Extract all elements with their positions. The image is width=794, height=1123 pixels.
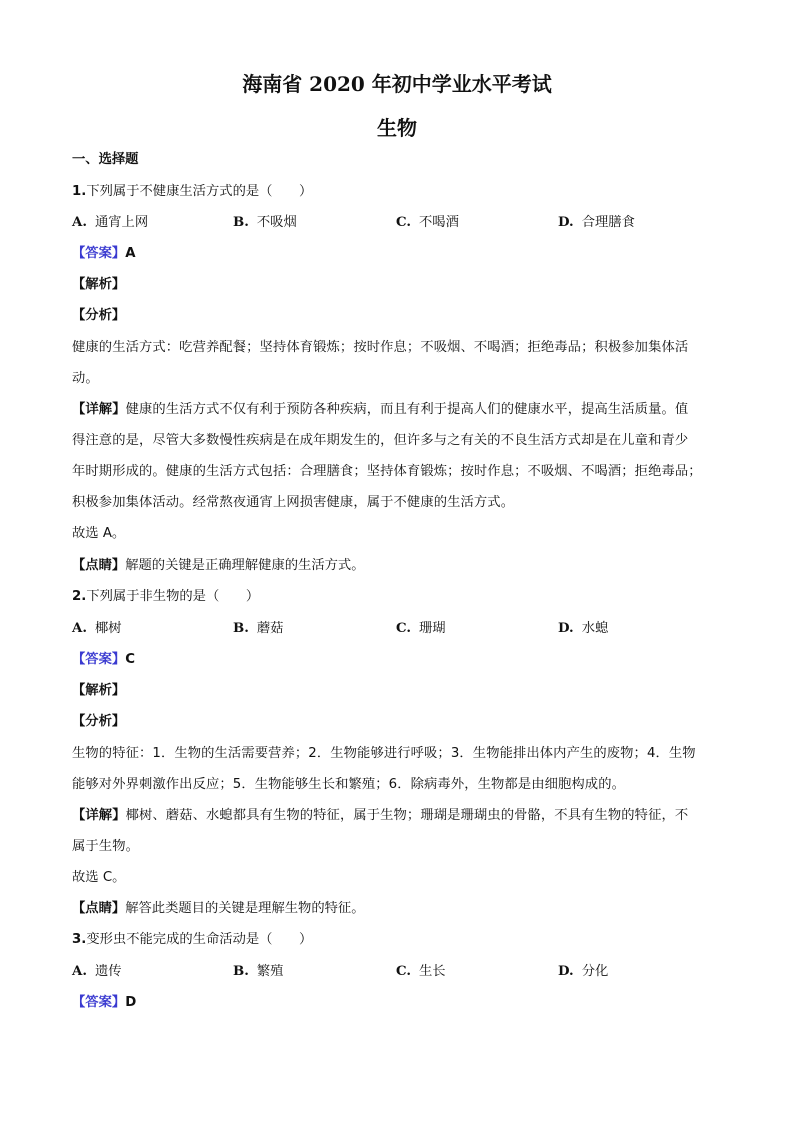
question-2-text: 下列属于非生物的是（ ） [86,589,260,604]
question-1-detail-line-1: 【详解】健康的生活方式不仅有利于预防各种疾病，而且有利于提高人们的健康水平，提高生活质量。值 [72,402,689,417]
question-2-option-b: B. 蘑菇 [233,621,284,636]
question-1-option-c: C. 不喝酒 [396,215,459,230]
question-2-number: 2. [72,589,87,604]
question-2-detail-line-1: 【详解】椰树、蘑菇、水螅都具有生物的特征，属于生物；珊瑚是珊瑚虫的骨骼，不具有生物的特征，不 [72,808,689,823]
question-3-option-b: B. 繁殖 [233,964,284,979]
question-2-choice: 故选 C。 [72,870,126,885]
question-2-fenxi-line-2: 能够对外界刺激作出反应；5．生物能够生长和繁殖；6．除病毒外，生物都是由细胞构成的。 [72,777,625,792]
question-2-option-d: D. 水螅 [558,621,609,636]
question-3-text: 变形虫不能完成的生命活动是（ ） [86,932,313,947]
question-2-tip: 【点睛】解答此类题目的关键是理解生物的特征。 [72,901,365,916]
question-2-fenxi-label: 【分析】 [72,714,126,729]
question-1-option-b: B. 不吸烟 [233,215,297,230]
document-title: 海南省 2020 年初中学业水平考试 [242,72,552,96]
question-3-answer: 【答案】D [72,995,137,1010]
question-3-number: 3. [72,932,87,947]
question-3-option-d: D. 分化 [558,964,609,979]
question-1-detail-line-3: 年时期形成的。健康的生活方式包括：合理膳食；坚持体育锻炼；按时作息；不吸烟、不喝酒；拒绝毒品； [72,464,702,479]
question-1-fenxi-line-2: 动。 [72,371,99,386]
question-2-fenxi-line-1: 生物的特征：1．生物的生活需要营养；2．生物能够进行呼吸；3．生物能排出体内产生的废物；4．生物 [72,746,696,761]
question-2-option-c: C. 珊瑚 [396,621,446,636]
question-1-text: 下列属于不健康生活方式的是（ ） [86,184,313,199]
question-2-stem [72,587,259,607]
question-3-option-a: A. 遗传 [72,964,122,979]
question-1-tip: 【点睛】解题的关键是正确理解健康的生活方式。 [72,558,365,573]
question-1-detail-line-4: 积极参加集体活动。经常熬夜通宵上网损害健康，属于不健康的生活方式。 [72,495,515,510]
question-1-fenxi-line-1: 健康的生活方式：吃营养配餐；坚持体育锻炼；按时作息；不吸烟、不喝酒；拒绝毒品；积极参加集体活 [72,340,689,355]
question-2-answer: 【答案】C [72,652,135,667]
question-1-option-a: A. 通宵上网 [72,215,149,230]
question-1-answer: 【答案】A [72,246,136,261]
question-2-option-a: A. 椰树 [72,621,122,636]
question-3-stem [72,930,312,950]
question-1-choice: 故选 A。 [72,526,126,541]
question-3-option-c: C. 生长 [396,964,446,979]
section-heading: 一、选择题 [72,152,139,167]
question-1-analysis-label: 【解析】 [72,277,126,292]
question-1-detail-line-2: 得注意的是，尽管大多数慢性疾病是在成年期发生的，但许多与之有关的不良生活方式却是在儿童和青少 [72,433,689,448]
question-1-fenxi-label: 【分析】 [72,308,126,323]
question-1-option-d: D. 合理膳食 [558,215,635,230]
question-1-stem [72,182,312,202]
question-1-number: 1. [72,184,87,199]
question-2-analysis-label: 【解析】 [72,683,126,698]
document-subtitle: 生物 [377,116,417,140]
question-2-detail-line-2: 属于生物。 [72,839,139,854]
